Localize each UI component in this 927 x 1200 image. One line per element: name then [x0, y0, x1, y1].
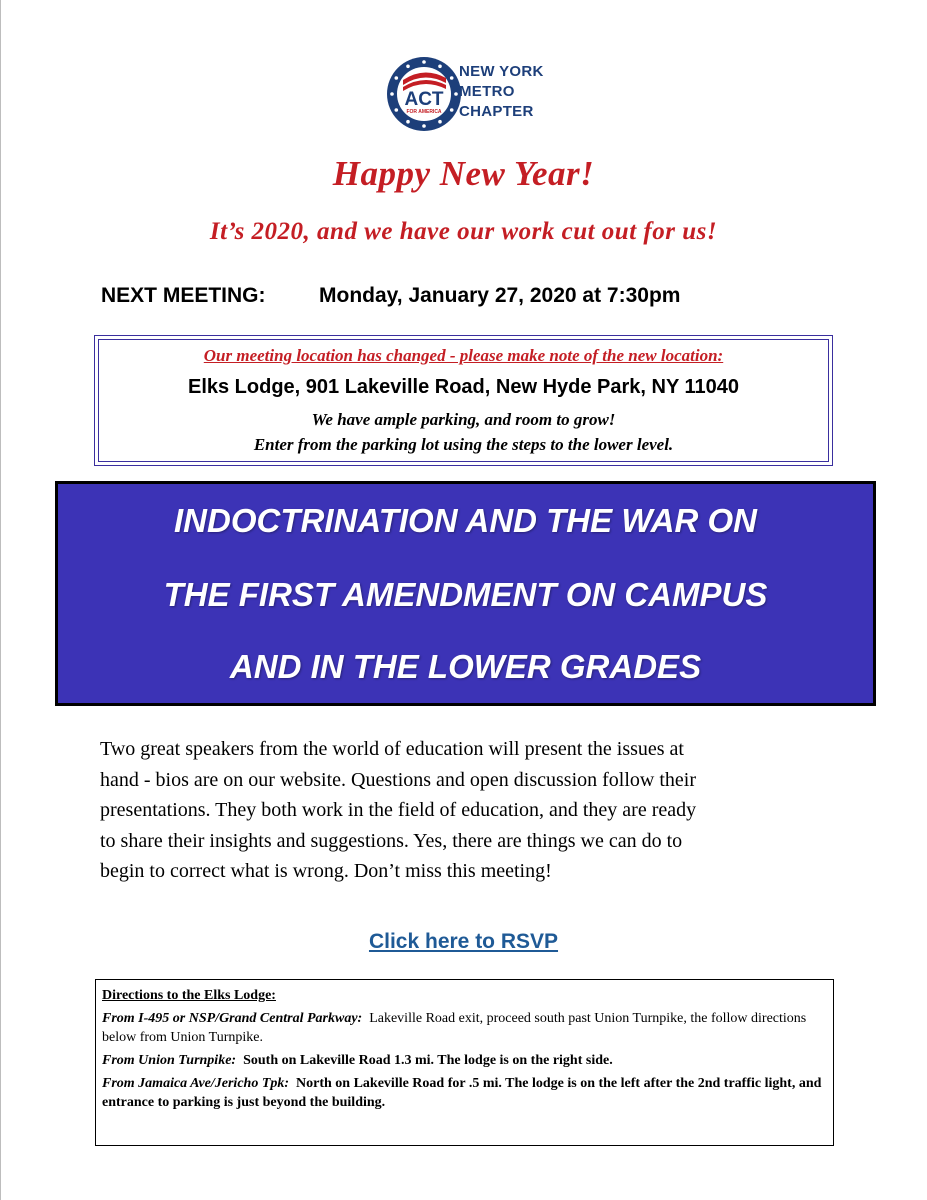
directions-item-lead: From Union Turnpike:: [102, 1053, 237, 1068]
directions-item: [102, 1074, 827, 1112]
banner-line: INDOCTRINATION AND THE WAR ON: [174, 502, 757, 539]
directions-item: [102, 1051, 827, 1070]
description-line: to share their insights and suggestions. Yes, there are things we can do to: [100, 829, 683, 852]
chapter-name: [459, 62, 544, 122]
next-meeting-label: NEXT MEETING:: [101, 284, 266, 307]
description-line: presentations. They both work in the field of education, and they are ready: [100, 799, 697, 821]
tagline: It’s 2020, and we have our work cut out for us!: [209, 218, 718, 245]
location-changed-notice: Our meeting location has changed - please make note of the new location:: [203, 346, 724, 365]
directions-item-text: North on Lakeville Road for .5 mi. The lodge is on the left after the 2nd traffic light, and entrance to parking is just beyond the building.: [102, 1076, 822, 1110]
seal-act-text: ACT: [404, 89, 444, 110]
next-meeting: [101, 284, 680, 308]
location-inner-border: [98, 339, 829, 462]
directions-item-text: Lakeville Road exit, proceed south past Union Turnpike, the follow directions below from Union Turnpike.: [102, 1011, 807, 1045]
directions-item-text: South on Lakeville Road 1.3 mi. The lodge is on the right side.: [243, 1053, 613, 1068]
banner-line: THE FIRST AMENDMENT ON CAMPUS: [163, 576, 768, 613]
greeting-heading: Happy New Year!: [332, 154, 595, 193]
location-entry-note: Enter from the parking lot using the steps to the lower level.: [253, 435, 674, 454]
banner-line: AND IN THE LOWER GRADES: [229, 648, 702, 685]
location-box: [94, 335, 833, 466]
act-seal-icon: [386, 56, 462, 132]
chapter-line: METRO: [459, 83, 515, 100]
meeting-description: [100, 734, 840, 887]
description-line: begin to correct what is wrong. Don’t miss this meeting!: [100, 860, 552, 882]
rsvp-link[interactable]: Click here to RSVP: [368, 930, 559, 953]
directions-title: Directions to the Elks Lodge:: [102, 988, 276, 1003]
directions-item: [102, 1009, 827, 1047]
topic-banner: [55, 481, 876, 706]
description-line: hand - bios are on our website. Questions and open discussion follow their: [100, 768, 697, 791]
directions-box: [95, 979, 834, 1146]
directions-item-lead: From I-495 or NSP/Grand Central Parkway:: [102, 1011, 363, 1026]
directions-item-lead: From Jamaica Ave/Jericho Tpk:: [102, 1076, 290, 1091]
location-parking-note: We have ample parking, and room to grow!: [311, 410, 616, 429]
seal-subtext: FOR AMERICA: [406, 109, 442, 115]
next-meeting-date: Monday, January 27, 2020 at 7:30pm: [319, 284, 681, 307]
act-logo: [386, 56, 556, 138]
description-line: Two great speakers from the world of education will present the issues at: [100, 738, 684, 760]
location-address: Elks Lodge, 901 Lakeville Road, New Hyde Park, NY 11040: [187, 376, 739, 398]
chapter-line: NEW YORK: [459, 63, 544, 80]
chapter-line: CHAPTER: [459, 103, 534, 120]
